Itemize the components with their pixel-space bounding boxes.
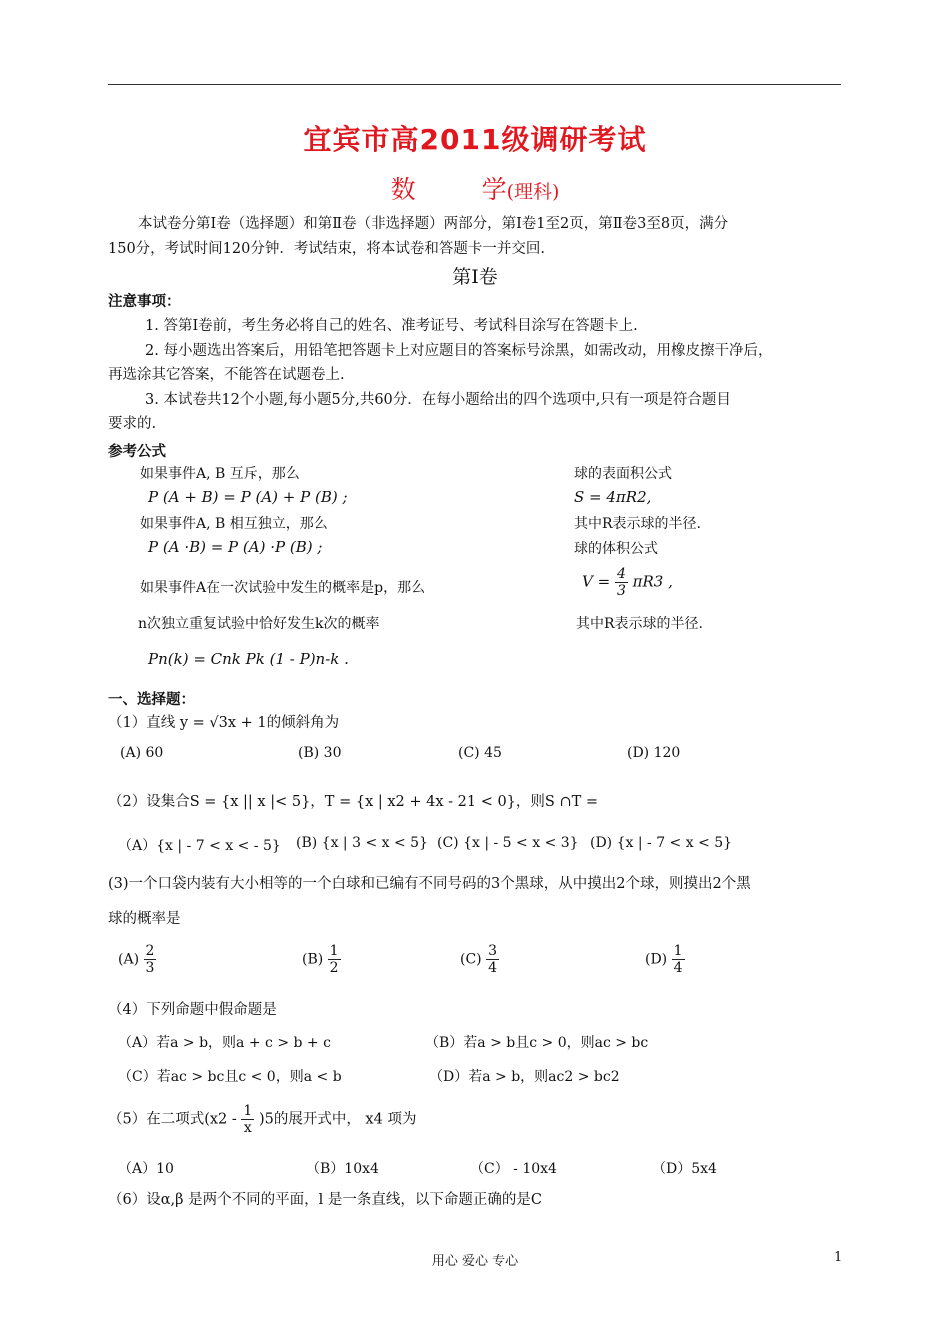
top-rule (108, 84, 841, 85)
fraction-denominator: x (243, 1120, 252, 1136)
q3-option-b (302, 943, 341, 976)
sphere-volume-rhs: πR3 , (632, 572, 673, 591)
q4-option-b: （B）若a > b且c > 0，则ac > bc (425, 1035, 649, 1051)
q1-option-a: (A) 60 (120, 745, 164, 761)
formula-left-6: n次独立重复试验中恰好发生k次的概率 (138, 616, 380, 632)
fraction-denominator: 4 (488, 960, 498, 976)
formula-left-4: P (A ·B) = P (A) ·P (B) ; (148, 538, 323, 556)
option-label: (A) (118, 951, 140, 968)
note-2a: 2. 每小题选出答案后，用铅笔把答题卡上对应题目的答案标号涂黑，如需改动，用橡皮擦干净后， (145, 343, 773, 359)
formula-right-1: 球的表面积公式 (574, 466, 672, 482)
note-2b: 再选涂其它答案，不能答在试题卷上. (108, 367, 345, 383)
q1-option-c: (C) 45 (458, 745, 502, 761)
fraction-denominator: 2 (329, 960, 339, 976)
q5-prefix: （5）在二项式(x2 - (108, 1111, 237, 1128)
subject-char-2: 学 (481, 175, 507, 204)
formula-right-6: 其中R表示球的半径. (576, 616, 703, 632)
formula-right-5 (582, 566, 673, 599)
fraction-numerator: 1 (243, 1103, 253, 1119)
q1-option-b: (B) 30 (298, 745, 342, 761)
part1-heading: 一、选择题： (108, 692, 195, 708)
note-3b: 要求的. (108, 416, 157, 432)
footer-slogan: 用心 爱心 专心 (431, 1254, 519, 1269)
q2-option-d: (D) {x | - 7 < x < 5} (590, 835, 733, 851)
q5-suffix: )5的展开式中， x4 项为 (258, 1111, 417, 1128)
note-1: 1. 答第Ⅰ卷前，考生务必将自己的姓名、准考证号、考试科目涂写在答题卡上. (145, 318, 638, 334)
fraction-denominator: 3 (616, 583, 626, 599)
option-label: (C) (460, 951, 482, 968)
option-fraction (672, 943, 685, 976)
fraction-numerator: 1 (329, 943, 339, 959)
section-title: 第Ⅰ卷 (452, 266, 498, 288)
exam-title: 宜宾市高2011级调研考试 (303, 123, 647, 156)
q4-option-c: （C）若ac > bc且c < 0，则a < b (118, 1069, 342, 1085)
subject-track: (理科) (506, 181, 560, 203)
question-1: （1）直线 y = √3x + 1的倾斜角为 (108, 715, 340, 731)
fraction-denominator: 3 (145, 960, 155, 976)
option-fraction (328, 943, 341, 976)
question-5 (108, 1103, 416, 1136)
option-fraction (486, 943, 499, 976)
option-label: (B) (302, 951, 324, 968)
q2-option-b: (B) {x | 3 < x < 5} (296, 835, 428, 851)
q5-option-c: （C） - 10x4 (470, 1161, 557, 1177)
notes-heading: 注意事项： (108, 294, 181, 310)
question-2: （2）设集合S = {x || x |< 5}，T = {x | x2 + 4x - 21 < 0}，则S ∩T = (108, 794, 599, 810)
q5-option-a: （A）10 (118, 1161, 174, 1177)
q5-option-d: （D）5x4 (652, 1161, 717, 1177)
formula-left-7: Pn(k) = Cnk Pk (1 - P)n-k . (148, 650, 349, 668)
sphere-volume-lhs: V = (582, 572, 611, 591)
q1-option-d: (D) 120 (627, 745, 681, 761)
fraction-numerator: 3 (488, 943, 498, 959)
formula-right-2: S = 4πR2, (574, 488, 652, 506)
question-3b: 球的概率是 (108, 911, 181, 927)
option-label: (D) (645, 951, 668, 968)
intro-line-2: 150分，考试时间120分钟．考试结束，将本试卷和答题卡一并交回. (108, 241, 545, 257)
question-4: （4）下列命题中假命题是 (108, 1002, 277, 1018)
fraction-numerator: 2 (145, 943, 155, 959)
formula-left-1: 如果事件A, B 互斥，那么 (140, 466, 300, 482)
q4-option-a: （A）若a > b，则a + c > b + c (118, 1035, 331, 1051)
q4-option-d: （D）若a > b，则ac2 > bc2 (429, 1069, 620, 1085)
formula-right-4: 球的体积公式 (574, 541, 658, 557)
note-3a: 3. 本试卷共12个小题,每小题5分,共60分．在每小题给出的四个选项中,只有一项是符合题目 (145, 392, 731, 408)
q3-option-a (118, 943, 156, 976)
q5-fraction (241, 1103, 254, 1136)
formula-left-3: 如果事件A, B 相互独立，那么 (140, 516, 328, 532)
subject-char-1: 数 (390, 175, 416, 204)
question-6: （6）设α,β 是两个不同的平面，l 是一条直线，以下命题正确的是C (108, 1192, 542, 1208)
q3-option-c (460, 943, 499, 976)
formula-left-5: 如果事件A在一次试验中发生的概率是p，那么 (140, 580, 426, 596)
fraction-numerator: 4 (616, 566, 626, 582)
q2-option-c: (C) {x | - 5 < x < 3} (437, 835, 579, 851)
intro-line-1: 本试卷分第Ⅰ卷（选择题）和第Ⅱ卷（非选择题）两部分，第Ⅰ卷1至2页，第Ⅱ卷3至8页，满分 (138, 216, 729, 232)
sphere-volume-fraction (615, 566, 628, 599)
q3-option-d (645, 943, 685, 976)
q5-option-b: （B）10x4 (306, 1161, 379, 1177)
subject-title (0, 170, 950, 206)
fraction-denominator: 4 (673, 960, 683, 976)
option-fraction (144, 943, 157, 976)
formula-right-3: 其中R表示球的半径. (574, 516, 701, 532)
page-number: 1 (834, 1250, 843, 1265)
fraction-numerator: 1 (673, 943, 683, 959)
question-3a: (3)一个口袋内装有大小相等的一个白球和已编有不同号码的3个黑球，从中摸出2个球，则摸出2个黑 (108, 876, 751, 892)
formula-left-2: P (A + B) = P (A) + P (B) ; (148, 488, 348, 506)
formulas-heading: 参考公式 (108, 444, 166, 460)
q2-option-a: （A）{x | - 7 < x < - 5} (118, 838, 281, 854)
